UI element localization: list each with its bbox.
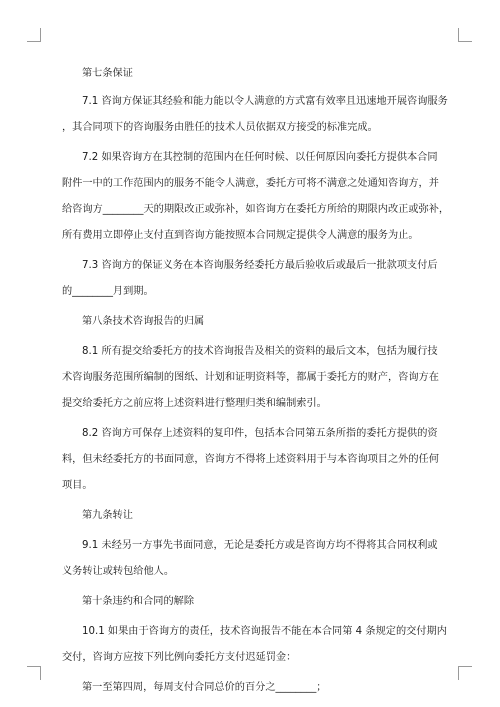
crop-mark-top-left-horizontal xyxy=(27,41,41,42)
clause-8-2-line-3: 项目。 xyxy=(62,480,93,491)
clause-7-2-line-3: 给咨询方________天的期限改正或弥补，如咨询方在委托方所给的期限内改正或弥补， xyxy=(62,204,450,215)
clause-7-3-line-1: 7.3 咨询方的保证义务在本咨询服务经委托方最后验收后或最后一批款项支付后 xyxy=(82,260,438,271)
crop-mark-bottom-left-horizontal xyxy=(27,666,41,667)
document-body xyxy=(62,66,452,696)
section-9-heading: 第九条转让 xyxy=(82,510,133,521)
clause-7-3-line-2: 的________月到期。 xyxy=(62,286,154,297)
section-8-heading: 第八条技术咨询报告的归属 xyxy=(82,316,205,327)
clause-10-1-line-3: 第一至第四周，每周支付合同总价的百分之________； xyxy=(82,682,327,693)
crop-mark-bottom-right-vertical xyxy=(458,666,459,680)
crop-mark-bottom-left-vertical xyxy=(40,666,41,680)
clause-7-1-line-1: 7.1 咨询方保证其经验和能力能以令人满意的方式富有效率且迅速地开展咨询服务 xyxy=(82,96,448,107)
section-7-heading: 第七条保证 xyxy=(82,68,133,79)
clause-7-2-line-1: 7.2 如果咨询方在其控制的范围内在任何时候、以任何原因向委托方提供本合同 xyxy=(82,152,438,163)
clause-7-2-line-4: 所有费用立即停止支付直到咨询方能按照本合同规定提供令人满意的服务为止。 xyxy=(62,230,419,241)
clause-10-1-line-2: 交付，咨询方应按下列比例向委托方支付迟延罚金： xyxy=(62,652,297,663)
clause-7-2-line-2: 附件一中的工作范围内的服务不能令人满意，委托方可将不满意之处通知咨询方，并 xyxy=(62,178,439,189)
clause-8-2-line-2: 料，但未经委托方的书面同意，咨询方不得将上述资料用于与本咨询项目之外的任何 xyxy=(62,454,439,465)
section-10-heading: 第十条违约和合同的解除 xyxy=(82,596,195,607)
clause-7-1-line-2: ，其合同项下的咨询服务由胜任的技术人员依据双方接受的标准完成。 xyxy=(62,122,378,133)
clause-8-1-line-3: 提交给委托方之前应将上述资料进行整理归类和编制索引。 xyxy=(62,398,327,409)
crop-mark-top-left-vertical xyxy=(40,28,41,42)
crop-mark-bottom-right-horizontal xyxy=(458,666,472,667)
crop-mark-top-right-horizontal xyxy=(458,41,472,42)
clause-9-1-line-2: 义务转让或转包给他人。 xyxy=(62,566,175,577)
clause-8-1-line-1: 8.1 所有提交给委托方的技术咨询报告及相关的资料的最后文本，包括为履行技 xyxy=(82,346,438,357)
clause-8-1-line-2: 术咨询服务范围所编制的图纸、计划和证明资料等，都属于委托方的财产，咨询方在 xyxy=(62,372,439,383)
clause-9-1-line-1: 9.1 未经另一方事先书面同意，无论是委托方或是咨询方均不得将其合同权利或 xyxy=(82,540,438,551)
crop-mark-top-right-vertical xyxy=(458,28,459,42)
clause-8-2-line-1: 8.2 咨询方可保存上述资料的复印件，包括本合同第五条所指的委托方提供的资 xyxy=(82,428,438,439)
clause-10-1-line-1: 10.1 如果由于咨询方的责任，技术咨询报告不能在本合同第 4 条规定的交付期内 xyxy=(82,626,447,637)
